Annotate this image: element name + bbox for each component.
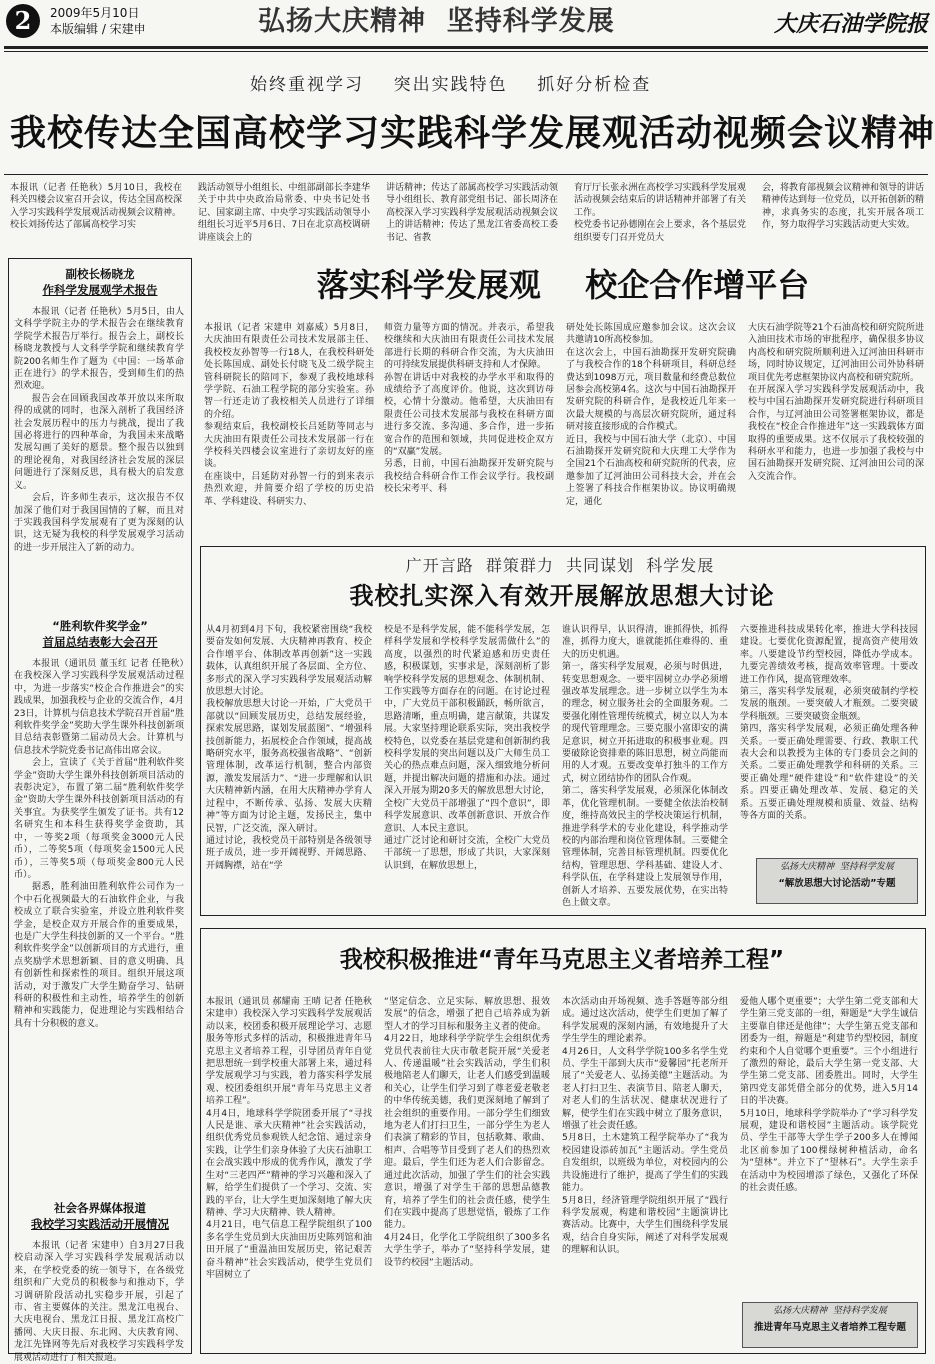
- masthead-rule: [4, 46, 928, 49]
- paper-name-logo: 大庆石油学院报: [773, 11, 928, 37]
- stamp-slogan: 弘扬大庆精神 坚持科学发展: [780, 862, 894, 872]
- sidebar-story3-body: [14, 1240, 184, 1363]
- masthead-rule-thin: [4, 51, 928, 52]
- sidebar-story3-headline: [12, 1200, 188, 1232]
- sidebar-story2-title-line1: “胜利软件奖学金”: [52, 619, 148, 633]
- story-c-column: “坚定信念、立足实际、解放思想、报效发展”的信念，增强了把自己培养成为新型人才的学习目标和服务主义者的使命。 4月22日，地球科学学院学生会组织优秀党员代表前往大庆市敬老院开展“关爱老人、传递温暖”社会实践活动，学生们积极地陪老人们聊天，让老人们感受到温暖和关心，让学生们学习到了尊老爱老敬老的中华传统美德，我们更深刻地了解到了社会组织的重要作用。一部分学生们细致地为老人们打扫卫生，一部分学生为老人们表演了精彩的节目，包括歌舞、歌曲、相声、合唱等节目受到了老人们的热烈欢迎。最后，学生们还为老人们合影留念。通过此次活动，加强了学生们的社会实践意识，增强了对学生干部的思想品德教育，培养了学生们的社会责任感，使学生们在实践中提高了思想觉悟，锻炼了工作能力。 4月24日，化学化工学院组织了300多名大学生学子，举办了“坚持科学发展，建设节约校园”主题活动。: [384, 997, 550, 1268]
- paragraph: 本报讯（通讯员 董玉红 记者 任艳秋）在我校深入学习实践科学发展观活动过程中，为进一步落实“校企合作推进会”的实践成果，加强我校与企业的交流合作，4月23日，计算机与信息技术学院召开首届“胜利软件奖学金”奖助大学生课外科技创新项目总结表彰暨第二届动员大会。计算机与信息技术学院党委书记高伟出席会议。: [14, 659, 184, 756]
- story-c-topic-stamp: [742, 1302, 918, 1348]
- story-b-column: 从4月初到4月下旬，我校紧密围绕“我校要奋发如何发展、大庆精神再教育、校企合作增平台、体制改革再创新”这一实践载体，认真组织开展了各层面、全方位、多形式的深入学习实践科学发展观活动解放思想大讨论。 我校解放思想大讨论一开始，广大党员干部就以“回顾发展历史，总结发展经验，探索发展思路，谋划发展蓝图”、“增强科技创新能力，拓展校企合作领域，提高战略研究水平，服务高校强省战略”、“创新管理体制，改革运行机制，整合内部资源，激发发展活力”、“进一步理解和认识大庆精神新内涵，在用大庆精神办学育人过程中，不断传承、弘扬、发展大庆精神”等方面为讨论主题，发扬民主，集中民智，广泛交流，深入研讨。 通过讨论，我校党员干部特别是各级领导班子成员，进一步开阔视野、开阔思路、开阔胸襟，站在“学: [206, 625, 372, 871]
- page-number-badge: 2: [6, 4, 40, 38]
- sidebar-story2-headline: [12, 618, 188, 650]
- lead-subtitle: 始终重视学习 突出实践特色 抓好分析检查: [250, 75, 652, 95]
- stamp-topic: “解放思想大讨论活动”专题: [778, 878, 896, 889]
- story-c-column: 爱他人哪个更重要”；大学生第二党支部和大学生第三党支部的一组，辩题是“大学生诚信主要靠自律还是他律”；大学生第五党支部和团委为一组，辩题是“利建节约型校园，制度约束和个人自觉哪个更重要”。三个小组进行了激烈的辩论，最后大学生第一党支部、大学生第二党支部、团委胜出。同时，大学生第四党支部凭借全部分的优势，进入5月14日的半决赛。 5月10日，地球科学学院举办了“学习科学发展观，建设和谐校园”主题活动。该学院党员、学生干部等大学生学子200多人在博闻北区前参加了100棵绿树种植活动，命名为“望林”。并立下了“望林石”。大学生亲手在活动中为校园增添了绿色，又强化了环保的社会责任感。: [740, 997, 918, 1194]
- story-b-headline: 我校扎实深入有效开展解放思想大讨论: [349, 582, 775, 610]
- sidebar-story1-title-line1: 副校长杨晓龙: [65, 267, 135, 281]
- sidebar-story1-title-line2: 作科学发展观学术报告: [42, 283, 158, 297]
- story-b-subtitle: 广开言路 群策群力 共同谋划 科学发展: [405, 556, 715, 575]
- story-c-column: 本次活动由开场视频、选手答题等部分组成。通过这次活动，使学生们更加了解了科学发展观的深刻内涵，有效地提升了大学生学生的理论素养。 4月26日，人文科学学院100多名学生党员、学生干部到大庆市“爱馨园”托老所开展了“关爱老人、弘扬美德”主题活动。为老人打扫卫生、表演节目、陪老人聊天，对老人们的生活状况、健康状况进行了解，使学生们在实践中树立了服务意识，增强了社会责任感。 5月8日，土木建筑工程学院举办了“我为校园建设添砖加瓦”主题活动。学生党员自发组织，以班级为单位，对校园内的公共设施进行了维护，提高了学生们的实践能力。 5月8日，经济管理学院组织开展了“践行科学发展观，构建和谐校园”主题演讲比赛活动。比赛中，大学生们围绕科学发展观，结合自身实际，阐述了对科学发展观的理解和认识。: [562, 997, 728, 1256]
- stamp-slogan: 弘扬大庆精神 坚持科学发展: [773, 1306, 887, 1316]
- story-a-column: 本报讯（记者 宋建申 刘嘉威）5月8日，大庆油田有限责任公司技术发展部主任、我校校友孙智等一行18人，在我校科研处处长陈国成、副处长付晓飞及二级学院主管科研院长的陪同下，参观了我校地球科学学院、石油工程学院的部分实验室。孙智一行还走访了我校相关人员进行了详细的介绍。 参观结束后，我校副校长吕延防等同志与大庆油田有限责任公司技术发展部一行在学校科关四楼会议室进行了亲切友好的座谈。 在座谈中，吕延防对孙智一行的到来表示热烈欢迎，并简要介绍了学校的历史沿革、学科建设、科研实力、: [204, 323, 374, 507]
- issue-date: 2009年5月10日: [50, 6, 140, 20]
- story-b-column: 六要推进科技成果转化率，推进大学科技园建设。七要优化资源配置，提高资产使用效率。八要建设节约型校园，降低办学成本。九要完善绩效考核，提高效率管理。十要改进工作作风，提高管理效率。 第三，落实科学发展观，必须突破制约学校发展的瓶颈。一要突破人才瓶颈。二要突破学科瓶颈。三要突破资金瓶颈。 第四，落实科学发展观，必须正确处理各种关系。一要正确处理需要、行政、教职工代表大会和以教授为主体的专门委员会之间的关系。二要正确处理教学和科研的关系。三要正确处理“硬件建设”和“软件建设”的关系。四要正确处理改革、发展、稳定的关系。五要正确处理规模和质量、效益、结构等各方面的关系。: [740, 625, 918, 822]
- lead-column: 育厅厅长张永洲在高校学习实践科学发展观活动视频会结束后的讲话精神并部署了有关工作。 校党委书记孙德刚在会上要求，各个基层党组织要专门召开党员大: [574, 183, 746, 243]
- lead-column: 践活动领导小组组长、中组部副部长李建华关于中共中央政治局常委、中央书记处书记、国家副主席、中央学习实践活动领导小组组长习近平5月6日、7日在北京高校调研讲座谈会上的: [198, 183, 370, 243]
- lead-separator: [4, 174, 928, 175]
- paragraph: 会上，宣读了《关于首届“胜利软件奖学金”资助大学生课外科技创新项目活动的表彰决定》，布置了第二届“胜利软件奖学金”资助大学生课外科技创新项目活动的有关事宜。为获奖学生颁发了证书。共有12名研究生和本科生获得奖学金资助，其中，一等奖2项（每项奖金3000元人民币），二等奖5项（每项奖金1500元人民币），三等奖5项（每项奖金800元人民币）。: [14, 758, 184, 880]
- stamp-topic: 推进青年马克思主义者培养工程专题: [753, 1322, 906, 1333]
- story-a-column: 研处处长陈国成应邀参加会议。这次会议共邀请10所高校参加。 在这次会上，中国石油勘探开发研究院确了与我校合作的18个科研项目，科研总经费达到1098万元，项目数量和经费总数位居参会高校第4名。这次与中国石油勘探开发研究院的科研合作，是我校近几年来一次最大规模的与高层次研究院所，通过科研对接直接形成的合作模式。 近日，我校与中国石油大学（北京）、中国石油勘探开发研究院和大庆理工大学作为全国21个石油高校和研究院所的代表，应邀参加了辽河油田公司科技大会，并在会上签署了科技合作框架协议。协议明确规定，通化: [566, 323, 736, 507]
- paragraph: 本报讯（记者 任艳秋）5月5日，由人文科学学院主办的学术报告会在继续教育学院学术报告厅举行。报告会上，副校长杨晓龙教授与人文科学学院和继续教育学院200名师生作了题为《中国：一场革命正在进行》的学术报告，受到师生们的热烈欢迎。: [14, 307, 184, 392]
- paragraph: 会后，许多师生表示，这次报告不仅加深了他们对于我国国情的了解，而且对于实践我国科学发展观有了更为深刻的认识，这无疑为我校的科学发展观学习活动的进一步开展注入了新的动力。: [14, 493, 184, 553]
- sidebar-story1-body: [14, 306, 184, 602]
- paragraph: 报告会在回顾我国改革开放以来所取得的成就的同时，也深入剖析了我国经济社会发展历程中的压力与挑战，提出了我国必将进行的四种革命，为我国未来战略发展勾画了美好的愿景。整个报告以独到的理论视角，对我国经济社会发展的深层问题进行了深刻反思，具有极大的启发意义。: [14, 393, 184, 491]
- lead-column: 讲话精神；传达了部属高校学习实践活动领导小组组长、教育部党组书记、部长周济在高校深入学习实践科学发展观活动视频会议上的讲话精神；传达了黑龙江省委高校工委书记、省教: [386, 183, 558, 243]
- sidebar-story1-headline: [12, 266, 188, 298]
- sidebar-story2-body: [14, 658, 184, 1198]
- lead-column: 会，将教育部视频会议精神和领导的讲话精神传达到每一位党员，以开拓创新的精神，求真务实的态度，扎实开展各项工作，努力取得学习实践活动更大实效。: [762, 183, 925, 231]
- paragraph: 本报讯（记者 宋建申）自3月27日我校启动深入学习实践科学发展观活动以来，在学校党委的统一领导下，在各级党组织和广大党员的积极参与和推动下，学习调研阶段活动扎实稳步开展，引起了市、省主要媒体的关注。黑龙江电视台、大庆电视台、黑龙江日报、黑龙江高校广播网、大庆日报、东北网、大庆教育网、龙江先锋网等先后对我校学习实践科学发展观活动进行了相关报道。: [14, 1241, 184, 1363]
- story-b-column: 谁认识得早，认识得清，谁抓得快，抓得准，抓得力度大，谁就能抓住难得的、重大的历史机遇。 第一，落实科学发展观，必须与时俱进，转变思想观念。一要牢固树立办学必须增强改革发展理念。进一步树立以学生为本的理念，树立服务社会的全面服务观。二要强化刚性管理传统模式，树立以人为本的现代管理理念。三要克服小富即安的满足意识，树立开拓进取的积极事业观。四要破除论资排辈的陈旧思想，树立尚能而用的人才观。五要改变单打独斗的工作方式，树立团结协作的团队合作观。 第二，落实科学发展观，必须深化体制改革，优化管理机制。一要健全依法治校制度，维持高效民主的学校决策运行机制，推进学科学术的专业化建设，科学推动学校的内部治理和岗位管理体制。三要健全管理体制，完善目标管理机制。四要优化结构，管理思想、学科基础、建设人才、科学队伍，在学科建设上发展领导作用，创新人才培养、五要发展优势，在实出特色上做文章。: [562, 625, 728, 908]
- sidebar-story2-title-line2: 首届总结表彰大会召开: [42, 635, 158, 649]
- lead-headline: 我校传达全国高校学习实践科学发展观活动视频会议精神: [10, 113, 935, 154]
- story-c-column: 本报讯（通讯员 郝耀南 王晴 记者 任艳秋 宋建申）我校深入学习实践科学发展观活动以来，校团委积极开展理论学习、志愿服务等形式多样的活动，积极推进青年马克思主义者培养工程，引导团员青年自觉把思想统一到学校重大部署上来，通过科学发展观学习与实践，着力落实科学发展观、校团委组织开展“青年马克思主义者培养工程”。 4月4日，地球科学学院团委开展了“寻找人民是谁、承大庆精神”社会实践活动，组织优秀党员参观铁人纪念馆、通过亲身实践，让学生们亲身体验了大庆石油职工在会战实践中形成的优秀作风，激发了学生对“三老四严”精神的学习兴趣和深入了解，给学生们提供了一个学习、交流、实践的平台，让大学生更加深刻地了解大庆精神、学习大庆精神、铁人精神。 4月21日，电气信息工程学院组织了100多名学生党员到大庆油田历史陈列馆和油田开展了“重温油田发展历史，铭记艰苦奋斗精神”社会实践活动，使学生党员们牢固树立了: [206, 997, 372, 1280]
- page-editor: 本版编辑 / 宋建申: [50, 22, 146, 36]
- paragraph: 据悉，胜利油田胜利软件公司作为一个中石化视频最大的石油软件企业，与我校成立了联合实验室，并设立胜利软件奖学金，是校企双方开展合作的重要成果，也是广大学生科技创新的又一个平台。“胜利软件奖学金”以创新项目的方式进行，重点奖励学术思想新颖、目的意义明确、具有创新性和探索性的项目。组织开展这项活动，对于激发广大学生勤奋学习、钻研科研的积极性和主动性，培养学生的创新精神和实践能力，促进理论与实践相结合具有十分积极的意义。: [14, 882, 184, 1029]
- story-a-column: 师资力量等方面的情况。并表示，希望我校继续和大庆油田有限责任公司技术发展部进行长期的科研合作交流，为大庆油田的可持续发展提供科研支持和人才保障。 孙智在讲话中对我校的办学水平和取得的成绩给予了高度评价。他说，这次到访母校，心情十分激动。他希望，大庆油田有限责任公司技术发展部与我校在科研方面进行多交流、多沟通、多合作，进一步拓宽合作的范围和领域，共同促进校企双方的“双赢”发展。 另悉，日前，中国石油勘探开发研究院与我校结合科研合作工作会议学行。我校副校长宋考平、科: [384, 323, 554, 495]
- masthead-slogan: 弘扬大庆精神 坚持科学发展: [258, 6, 615, 37]
- story-a-column: 大庆石油学院等21个石油高校和研究院所进入油田技术市场的审批程序，确保很多协议内高校和研究院所顺利进入辽河油田科研市场，同时协议规定，辽河油田公司外协科研项目优先考虑框架协议内高校和研究院所。 在开展深入学习实践科学发展观活动中，我校与中国石油勘探开发研究院进行科研项目合作，与辽河油田公司签署框架协议，都是我校在“校企合作推进年”这一实践载体方面取得的重要成果。这不仅展示了我校较强的科研水平和能力，也进一步加强了我校与中国石油勘探开发研究院、辽河油田公司的深入交流合作。: [748, 323, 924, 482]
- sidebar-story3-title-line1: 社会各界媒体报道: [54, 1201, 146, 1215]
- story-a-headline: 落实科学发展观 校企合作增平台: [316, 266, 810, 304]
- sidebar-story3-title-line2: 我校学习实践活动开展情况: [31, 1217, 169, 1231]
- story-b-column: 校是不是科学发展，能不能科学发展，怎样科学发展和学校科学发展需做什么”的高度，以强烈的时代紧迫感和历史责任感，积极谋划，实事求是，深刻剖析了影响学校科学发展的思想观念、体制机制、工作实践等方面存在的问题。在讨论过程中，广大党员干部积极踊跃，畅所欲言，思路清晰，重点明确，建言献策，共谋发展。大家坚持理论联系实际，突出我校学校特色，以党委在基层党建和创新制约我校科学发展的突出问题以及广大师生员工关心的热点难点问题，深入细致地分析问题，并提出解决问题的措施和办法。通过深入开展为期20多天的解放思想大讨论，全校广大党员干部增强了“四个意识”，即科学发展意识、改革创新意识、开放合作意识、人本民主意识。 通过广泛讨论和研讨交流，全校广大党员干部统一了思想，形成了共识，大家深刻认识到，在解放思想上，: [384, 625, 550, 871]
- story-b-topic-stamp: [756, 858, 918, 904]
- lead-column: 本报讯（记者 任艳秋）5月10日，我校在科关四楼会议室召开会议，传达全国高校深入学习实践科学发展观活动视频会议精神。 校长刘扬传达了部属高校学习实: [10, 183, 182, 231]
- story-c-headline: 我校积极推进“青年马克思主义者培养工程”: [339, 947, 785, 973]
